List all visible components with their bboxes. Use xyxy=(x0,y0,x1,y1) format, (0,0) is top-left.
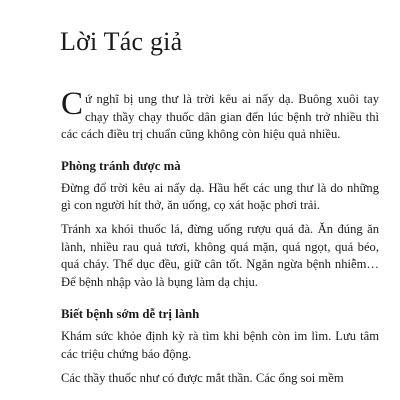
section-heading-prevention: Phòng tránh được mà xyxy=(61,158,181,173)
early-detection-paragraph-2: Các thầy thuốc như có được mắt thần. Các ống soi mềm xyxy=(61,370,344,385)
prevention-paragraph-1: Đừng đổ trời kêu ai nấy dạ. Hầu hết các ung thư là do những gì con người hít thở, ăn uống, cọ xát hoặc phơi trải. xyxy=(61,180,379,213)
early-detection-paragraph-1: Khám sức khỏe định kỳ rà tìm khi bệnh còn im lìm. Lưu tâm các triệu chứng báo động. xyxy=(61,329,379,361)
body-text xyxy=(61,86,379,393)
intro-text: ứ nghĩ bị ung thư là trời kêu ai nấy dạ. Buông xuôi tay chạy thầy chạy thuốc dân gian đến lúc bệnh trở nhiều thì các cách điều trị chuẩn cũng không còn hiệu quả nhiều. xyxy=(61,92,379,142)
prevention-paragraph-2: Tránh xa khói thuốc lá, đừng uống rượu quá đà. Ăn đúng ăn lành, nhiều rau quả tươi, không quá mặn, quá ngọt, quá béo, quá cháy. Thể dục đều, giữ cân tốt. Ngăn ngừa bệnh nhiễm… Để bệnh nhập vào là bụng làm dạ chịu. xyxy=(61,221,379,289)
intro-paragraph xyxy=(61,86,379,144)
page-title: Lời Tác giả xyxy=(60,27,183,56)
section-heading-early-detection: Biết bệnh sớm dễ trị lành xyxy=(61,307,200,322)
drop-cap: C xyxy=(61,86,84,122)
